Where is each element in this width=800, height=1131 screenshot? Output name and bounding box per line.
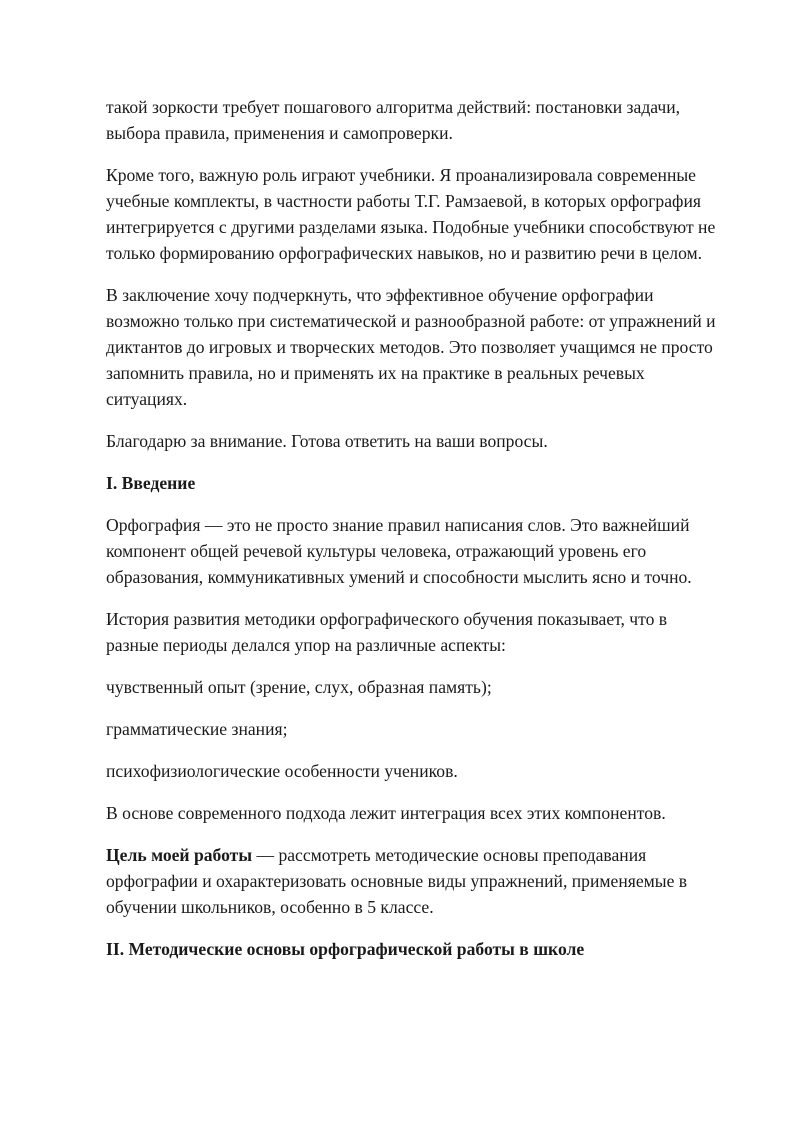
list-item-psychophysiology: психофизиологические особенности учеников. [106,761,458,781]
document-page [106,94,716,978]
paragraph-textbooks: Кроме того, важную роль играют учебники. Я проанализировала современные учебные комплекты, в частности работы Т.Г. Рамзаевой, в которых орфография интегрируется с другими разделами языка. Подобные учебники способствуют не только формированию орфографических навыков, но и развитию речи в целом. [106,165,716,263]
paragraph-goal [106,842,716,920]
goal-text: — рассмотреть методические основы преподавания орфографии и охарактеризовать основные виды упражнений, применяемые в обучении школьников, особенно в 5 классе. [106,845,688,917]
list-item-grammar: грамматические знания; [106,719,288,739]
section-heading-methodical-foundations: II. Методические основы орфографической работы в школе [106,939,585,959]
goal-label: Цель моей работы [106,845,253,865]
paragraph-thanks: Благодарю за внимание. Готова ответить на ваши вопросы. [106,431,548,451]
paragraph-history: История развития методики орфографического обучения показывает, что в разные периоды делался упор на различные аспекты: [106,609,668,655]
list-item-sensory: чувственный опыт (зрение, слух, образная память); [106,677,492,697]
paragraph-orthography-definition: Орфография — это не просто знание правил написания слов. Это важнейший компонент общей речевой культуры человека, отражающий уровень его образования, коммуникативных умений и способности мыслить ясно и точно. [106,515,692,587]
paragraph-conclusion: В заключение хочу подчеркнуть, что эффективное обучение орфографии возможно только при систематической и разнообразной работе: от упражнений и диктантов до игровых и творческих методов. Это позволяет учащимся не просто запомнить правила, но и применять их на практике в реальных речевых ситуациях. [106,285,716,409]
paragraph-alertness-algorithm: такой зоркости требует пошагового алгоритма действий: постановки задачи, выбора правила, применения и самопроверки. [106,97,681,143]
paragraph-integration: В основе современного подхода лежит интеграция всех этих компонентов. [106,803,666,823]
section-heading-introduction: I. Введение [106,473,196,493]
